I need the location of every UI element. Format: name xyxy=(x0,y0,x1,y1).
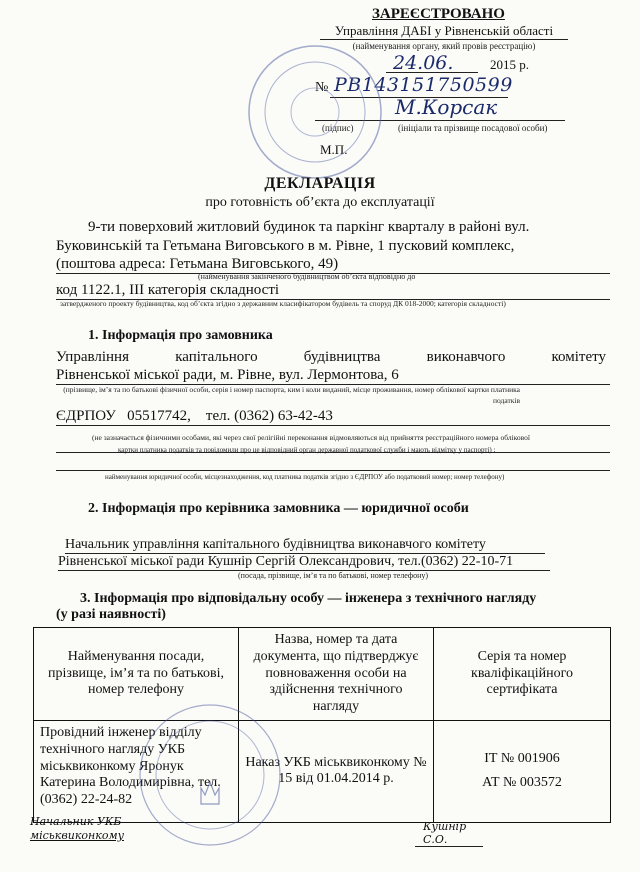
table-header-position: Найменування посади, прізвище, ім’я та по батькові, номер телефону xyxy=(34,628,239,721)
city-seal-icon xyxy=(135,700,285,850)
section3-heading: 3. Інформація про відповідальну особу — інженера з технічного нагляду xyxy=(80,591,537,606)
object-line-1: 9-ти поверховий житловий будинок та паркінг кварталу в районі вул. xyxy=(88,219,530,235)
table-header-certificate: Серія та номер кваліфікаційного сертифіката xyxy=(434,628,611,721)
certificate-number-2: АТ № 003572 xyxy=(482,775,562,791)
section1-edrpou: ЄДРПОУ 05517742, тел. (0362) 63-42-43 xyxy=(56,408,610,426)
section2-heading: 2. Інформація про керівника замовника — юридичної особи xyxy=(88,501,469,516)
registration-date-line xyxy=(386,72,478,73)
footer-signatory-name: Кушнір С.О. xyxy=(415,820,483,847)
footer-position-line-2: міськвиконкому xyxy=(30,829,124,842)
registration-number-prefix: № xyxy=(315,80,329,95)
registration-date: 24.06. xyxy=(393,52,454,74)
registration-name-note: (ініціали та прізвище посадової особи) xyxy=(398,123,548,133)
registration-authority: Управління ДАБІ у Рівненській області xyxy=(320,23,568,40)
section1-note-2: (не зазначається фізичними особами, які через свої релігійні переконання відмовляються від прийняття реєстраційного номера облікової xyxy=(92,433,531,442)
registration-authority-note: (найменування органу, який провів реєстрацію) xyxy=(352,41,536,51)
section1-note-1: (прізвище, ім’я та по батькові фізичної особи, серія і номер паспорта, ким і коли виданий, місце проживання, номер облікової картки платника податків xyxy=(63,385,520,405)
section2-line-1: Начальник управління капітального будівництва виконавчого комітету xyxy=(65,537,545,554)
registration-title: ЗАРЕЄСТРОВАНО xyxy=(372,6,505,22)
section2-line-2: Рівненської міської ради Кушнір Сергій Олександрович, тел.(0362) 22-10-71 xyxy=(58,554,550,571)
certificate-number-1: ІТ № 001906 xyxy=(484,750,560,766)
object-note: (найменування закінченого будівництвом об’єкта відповідно до xyxy=(198,272,416,281)
registration-signature-note: (підпис) xyxy=(322,123,354,133)
object-code-note: затвердженого проекту будівництва, код об’єкта згідно з державним класифікатором будівель та споруд ДК 018-2000; категорія складності) xyxy=(60,299,506,308)
section1-line-1: Управління капітального будівництва виконавчого комітету xyxy=(56,349,606,365)
table-header-row xyxy=(34,628,611,721)
table-header-document: Назва, номер та дата документа, що підтверджує повноваження особи на здійснення технічного нагляду xyxy=(239,628,434,721)
table-row xyxy=(34,720,611,822)
section1-note-4: найменування юридичної особи, місцезнаходження, код платника податків згідно з ЄДРПОУ або податковий номер; номер телефону) xyxy=(105,473,505,481)
object-line-2: Буковинській та Гетьмана Виговського в м. Рівне, 1 пусковий комплекс, xyxy=(56,238,515,254)
stamp-mark: М.П. xyxy=(320,142,348,157)
registration-signature: М.Корсак xyxy=(395,95,498,119)
registration-stamp-icon xyxy=(245,42,385,182)
object-code-line: код 1122.1, ІІІ категорія складності xyxy=(56,282,610,300)
declaration-subtitle: про готовність об’єкта до експлуатації xyxy=(205,195,435,210)
registration-number: РВ143151750599 xyxy=(334,74,513,96)
section1-heading: 1. Інформація про замовника xyxy=(88,328,273,343)
registration-year: 2015 р. xyxy=(490,57,529,72)
section3-heading-cont: (у разі наявності) xyxy=(56,607,166,622)
section1-line-2: Рівненської міської ради, м. Рівне, вул. Лермонтова, 6 xyxy=(56,367,610,385)
table-cell-document: Наказ УКБ міськвиконкому № 15 від 01.04.2014 р. xyxy=(239,720,434,822)
section1-note-3: картки платника податків та повідомили про це відповідний орган державної податкової служби і мають відмітку у паспорті) ; xyxy=(118,446,496,454)
tech-supervision-table xyxy=(33,627,611,823)
section1-divider-2 xyxy=(56,470,610,471)
table-cell-position: Провідний інженер відділу технічного нагляду УКБ міськвиконкому Яронук Катерина Володимирівна, тел. (0362) 22-24-82 xyxy=(34,720,239,822)
section2-note: (посада, прізвище, ім’я та по батькові, номер телефону) xyxy=(238,571,429,580)
footer-position-line-1: Начальник УКБ xyxy=(30,815,122,828)
object-line-3: (поштова адреса: Гетьмана Виговського, 49) xyxy=(56,256,610,274)
declaration-title: ДЕКЛАРАЦІЯ xyxy=(264,175,376,192)
table-cell-certificate xyxy=(434,720,611,822)
